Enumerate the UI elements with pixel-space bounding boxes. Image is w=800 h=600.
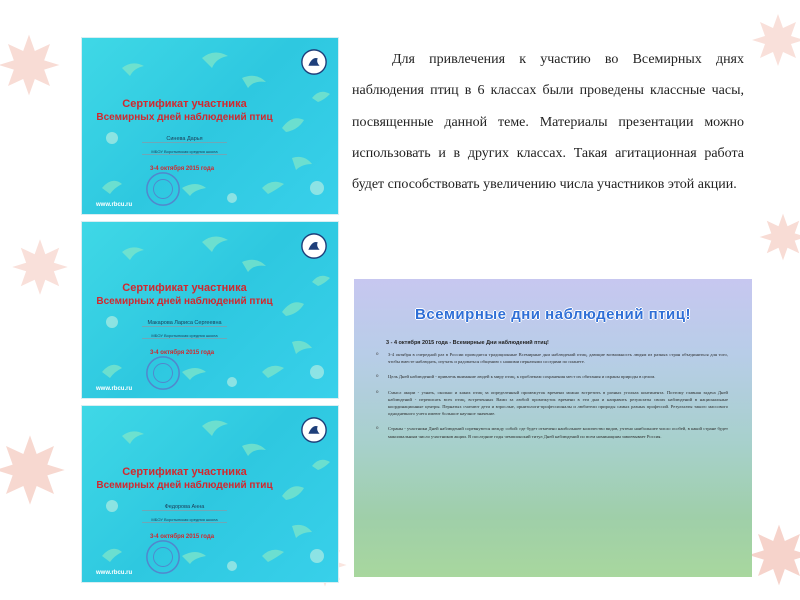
certificate-subtitle: Всемирных дней наблюдений птиц: [96, 112, 273, 123]
event-date: 3-4 октября 2015 года: [149, 350, 215, 356]
maple-leaf-decoration: [744, 520, 800, 590]
participant-name: Макарова Лариса Сергеевна: [142, 320, 227, 327]
website-url: www.rbcu.ru: [96, 570, 133, 576]
maple-leaf-decoration: [0, 430, 70, 510]
stamp-icon: [144, 354, 182, 392]
rbcu-logo-icon: [300, 416, 328, 444]
event-date: 3-4 октября 2015 года: [149, 534, 215, 540]
stamp-icon: [144, 538, 182, 576]
certificate-subtitle: Всемирных дней наблюдений птиц: [96, 296, 273, 307]
certificate-title: Сертификат участника: [122, 282, 247, 294]
rbcu-logo-icon: [300, 48, 328, 76]
website-url: www.rbcu.ru: [96, 202, 133, 208]
event-date: 3-4 октября 2015 года: [149, 166, 215, 172]
description-paragraph: Для привлечения к участию во Всемирных днях наблюдения птиц в 6 классах были проведены классные часы, посвященные данной теме. Материалы презентации можно использовать и в других классах. Такая агитационная работа будет способствовать увеличению числа участников этой акции.: [352, 52, 744, 193]
school-name: МБОУ Воротынская средняя школа: [142, 149, 227, 155]
participant-name: Синева Дарья: [142, 136, 227, 143]
school-name: МБОУ Воротынская средняя школа: [142, 333, 227, 339]
rbcu-logo-icon: [300, 232, 328, 260]
certificate-subtitle: Всемирных дней наблюдений птиц: [96, 480, 273, 491]
certificate-2: [82, 222, 338, 398]
maple-leaf-decoration: [0, 30, 64, 100]
certificate-3: [82, 406, 338, 582]
stamp-icon: [144, 170, 182, 208]
school-name: МБОУ Воротынская средняя школа: [142, 517, 227, 523]
website-url: www.rbcu.ru: [96, 386, 133, 392]
list-item: o Цель Дней наблюдений - привлечь внимание людей к миру птиц, к проблемам сохранения мест их обитания и охраны природы в целом.: [376, 373, 728, 380]
certificate-title: Сертификат участника: [122, 466, 247, 478]
maple-leaf-decoration: [756, 210, 800, 264]
maple-leaf-decoration: [748, 10, 800, 70]
list-item: o Страны - участники Дней наблюдений соревнуются между собой: где будет отмечено наибольшее количество видов, учтено наибольшее число особей, в какой стране будет максимальным число участников акции. В последние годы чемпионский титул Дней наблюдений по всем номинациям завоевывает Россия.: [376, 425, 728, 439]
list-item: o 3-4 октября в очередной раз в России проводятся традиционные Всемирные дни наблюдений птиц, дающие возможность людям из разных стран объединиться для того, чтобы вместе наблюдать, изучать и радоваться общению с нашими пернатыми соседями по планете.: [376, 351, 728, 365]
certificate-1: [82, 38, 338, 214]
slide-bullet-list: [376, 351, 728, 448]
certificate-title: Сертификат участника: [122, 98, 247, 110]
list-item: o Смысл акции - узнать, сколько и каких птиц за определенный промежуток времени можно встретить в разных уголках континента. Поэтому главная задача Дней наблюдений - переписать всех птиц, встреченных Вами за любой промежуток времени в эти дни и направить результаты своих наблюдений в национальные координационные центры. Пернатых считают дети и взрослые, орнитологи-профессионалы и любители природы самых разных профессий. Результаты такого массового однодневного учета имеют большое научное значение.: [376, 389, 728, 418]
maple-leaf-decoration: [8, 235, 72, 299]
participant-name: Федорова Анна: [142, 504, 227, 511]
presentation-slide: [354, 279, 752, 577]
slide-subtitle: 3 - 4 октября 2015 года - Всемирные Дни наблюдений птиц!: [386, 340, 549, 346]
slide-title: Всемирные дни наблюдений птиц!: [415, 306, 691, 323]
